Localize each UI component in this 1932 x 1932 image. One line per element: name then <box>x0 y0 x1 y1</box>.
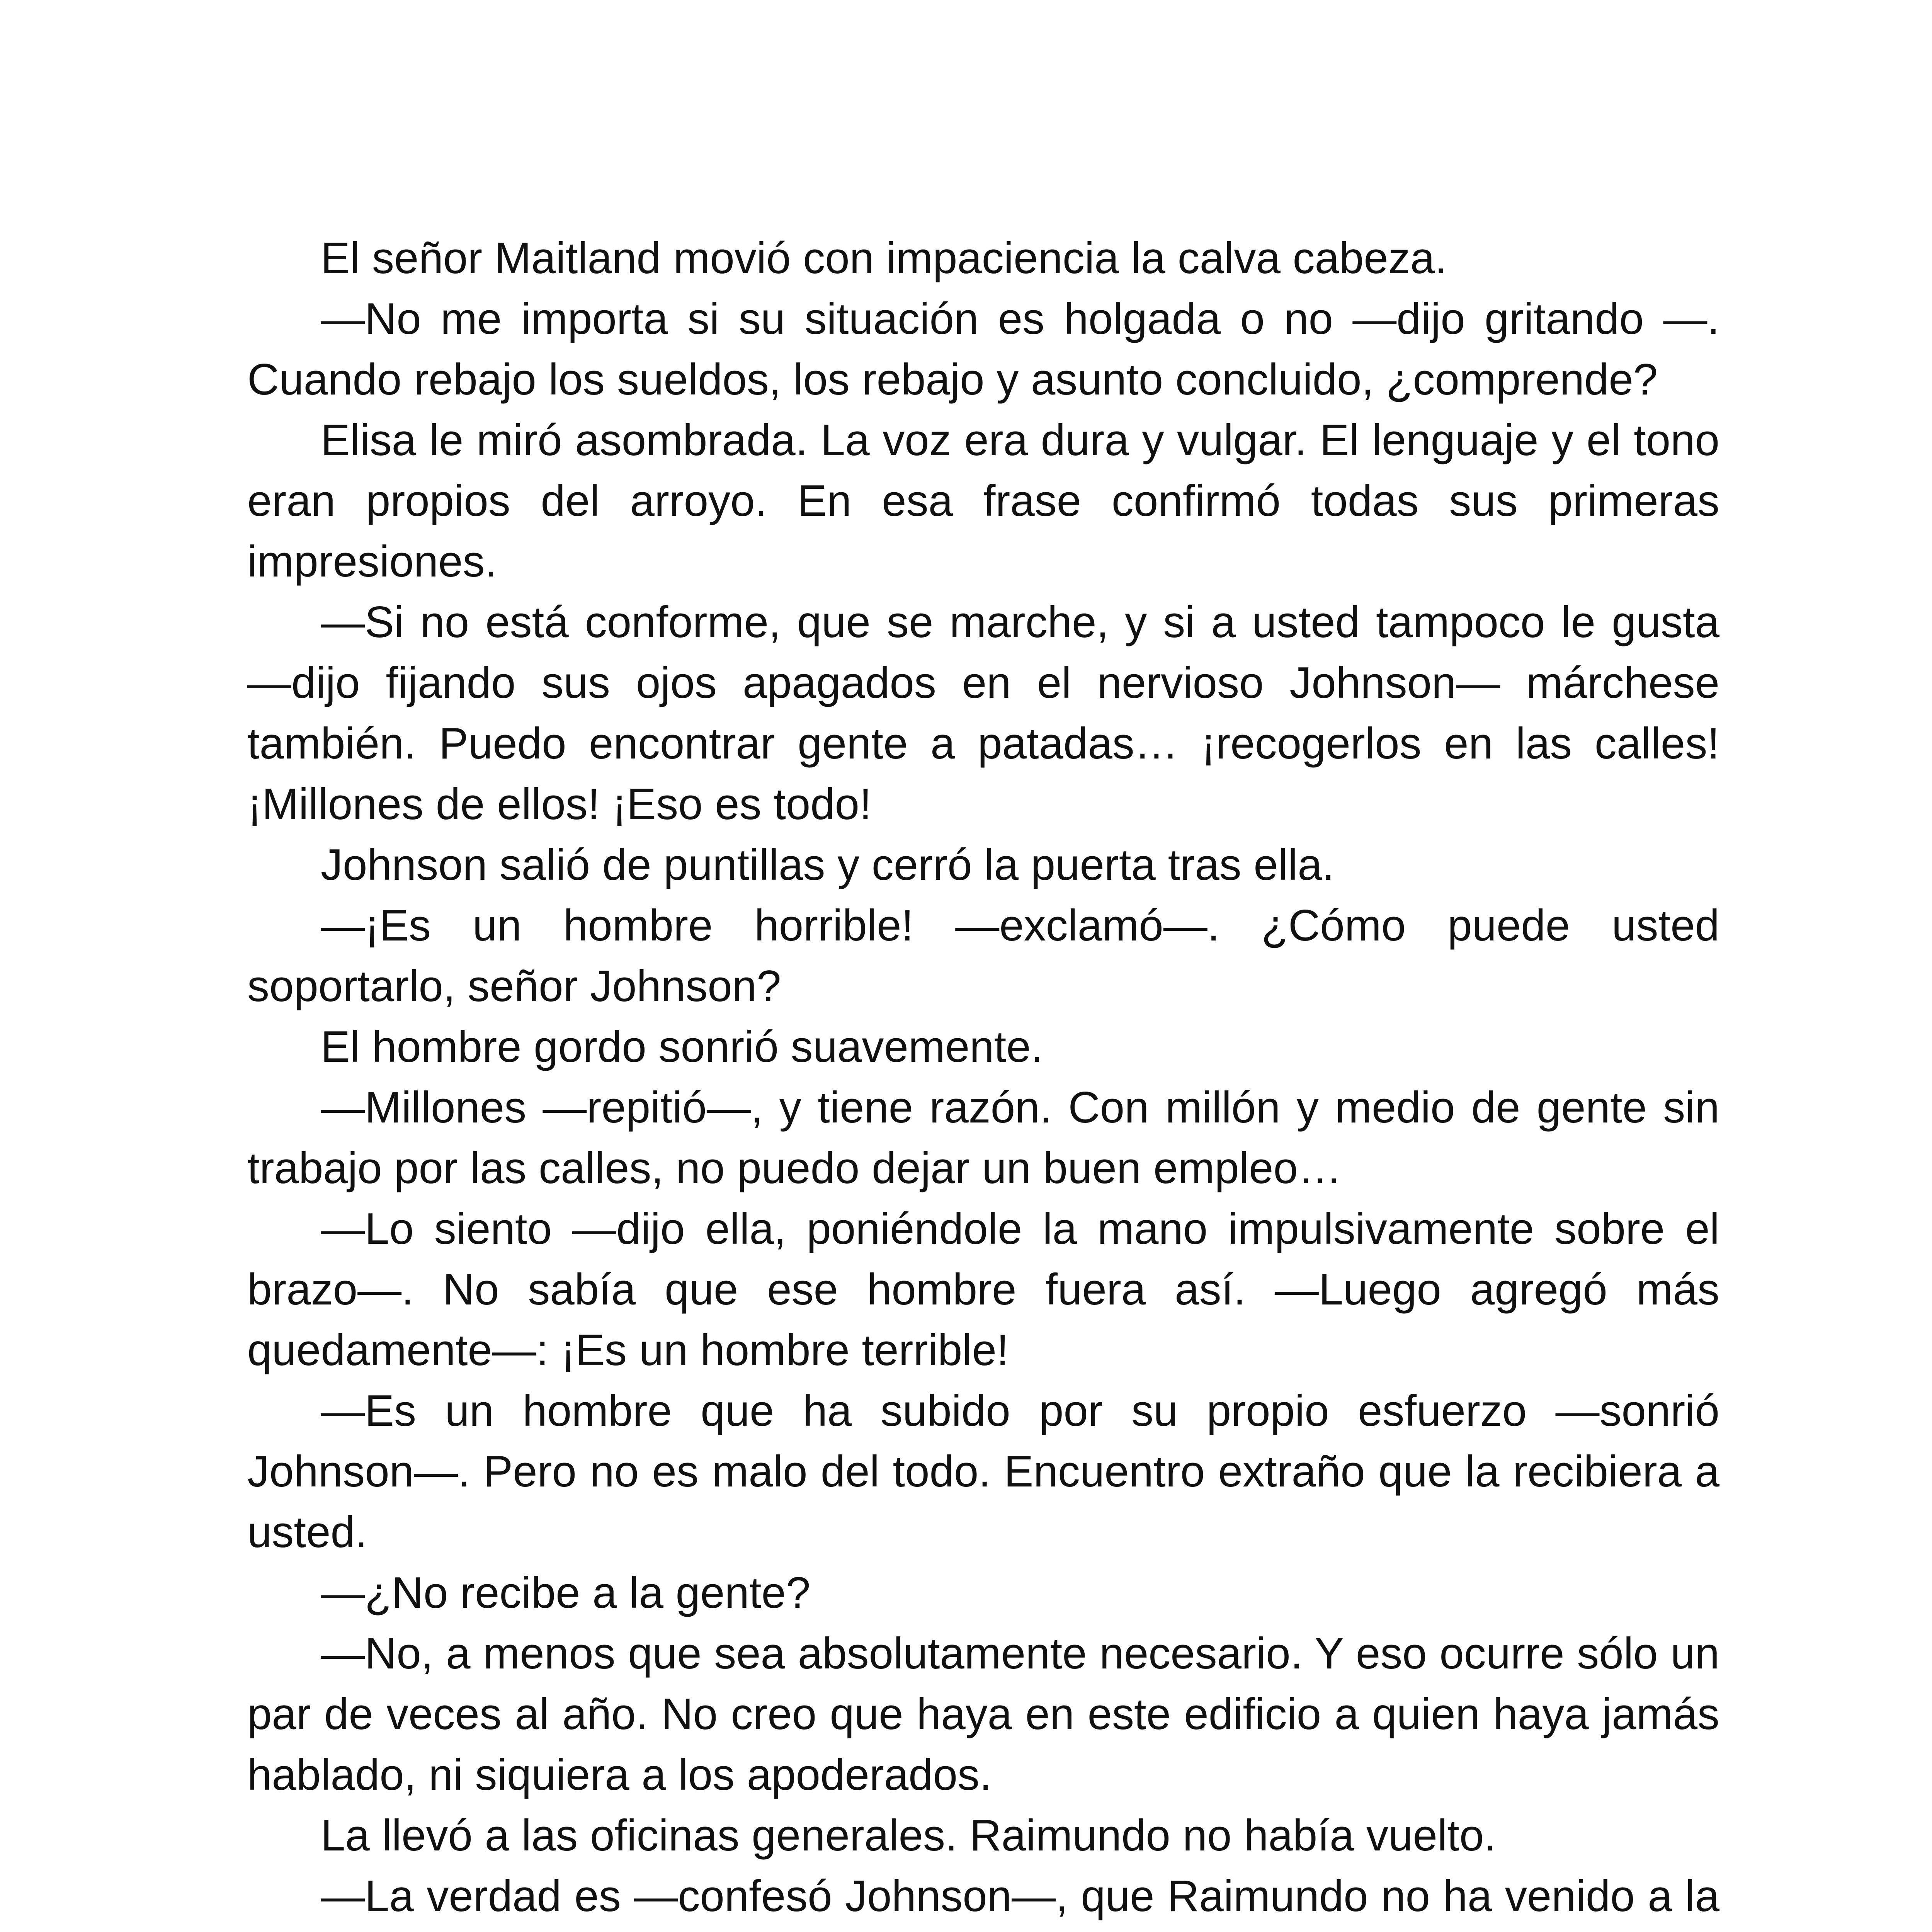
paragraph: El hombre gordo sonrió suavemente. <box>321 1022 1043 1071</box>
paragraph: —¡Es un hombre horrible! —exclamó—. ¿Cómo puede usted soportarlo, señor Johnson? <box>247 901 1719 1011</box>
paragraph: Johnson salió de puntillas y cerró la puerta tras ella. <box>321 840 1335 889</box>
paragraph: —Lo siento —dijo ella, poniéndole la mano impulsivamente sobre el brazo—. No sabía que ese hombre fuera así. —Luego agregó más quedamente—: ¡Es un hombre terrible! <box>247 1204 1719 1375</box>
paragraph: —No me importa si su situación es holgada o no —dijo gritando —. Cuando rebajo los sueldos, los rebajo y asunto concluido, ¿comprende? <box>247 294 1719 404</box>
paragraph: —Millones —repitió—, y tiene razón. Con millón y medio de gente sin trabajo por las calles, no puedo dejar un buen empleo… <box>247 1083 1719 1193</box>
paragraph: —¿No recibe a la gente? <box>321 1568 811 1617</box>
paragraph: —La verdad es —confesó Johnson—, que Raimundo no ha venido a la <box>321 1872 1719 1921</box>
paragraph: Elisa le miró asombrada. La voz era dura y vulgar. El lenguaje y el tono eran propios del arroyo. En esa frase confirmó todas sus primeras impresiones. <box>247 416 1719 586</box>
paragraph: La llevó a las oficinas generales. Raimundo no había vuelto. <box>321 1811 1496 1860</box>
paragraph: —No, a menos que sea absolutamente necesario. Y eso ocurre sólo un par de veces al año. No creo que haya en este edificio a quien haya jamás hablado, ni siquiera a los apoderados. <box>247 1629 1719 1799</box>
paragraph: —Es un hombre que ha subido por su propio esfuerzo —sonrió Johnson—. Pero no es malo del todo. Encuentro extraño que la recibiera a usted. <box>247 1386 1719 1557</box>
paragraph: El señor Maitland movió con impaciencia la calva cabeza. <box>321 234 1447 283</box>
body-text <box>247 228 1719 1932</box>
paragraph: —Si no está conforme, que se marche, y si a usted tampoco le gusta —dijo fijando sus ojos apagados en el nervioso Johnson— márchese también. Puedo encontrar gente a patadas… ¡recogerlos en las calles! ¡Millones de ellos! ¡Eso es todo! <box>247 598 1719 829</box>
